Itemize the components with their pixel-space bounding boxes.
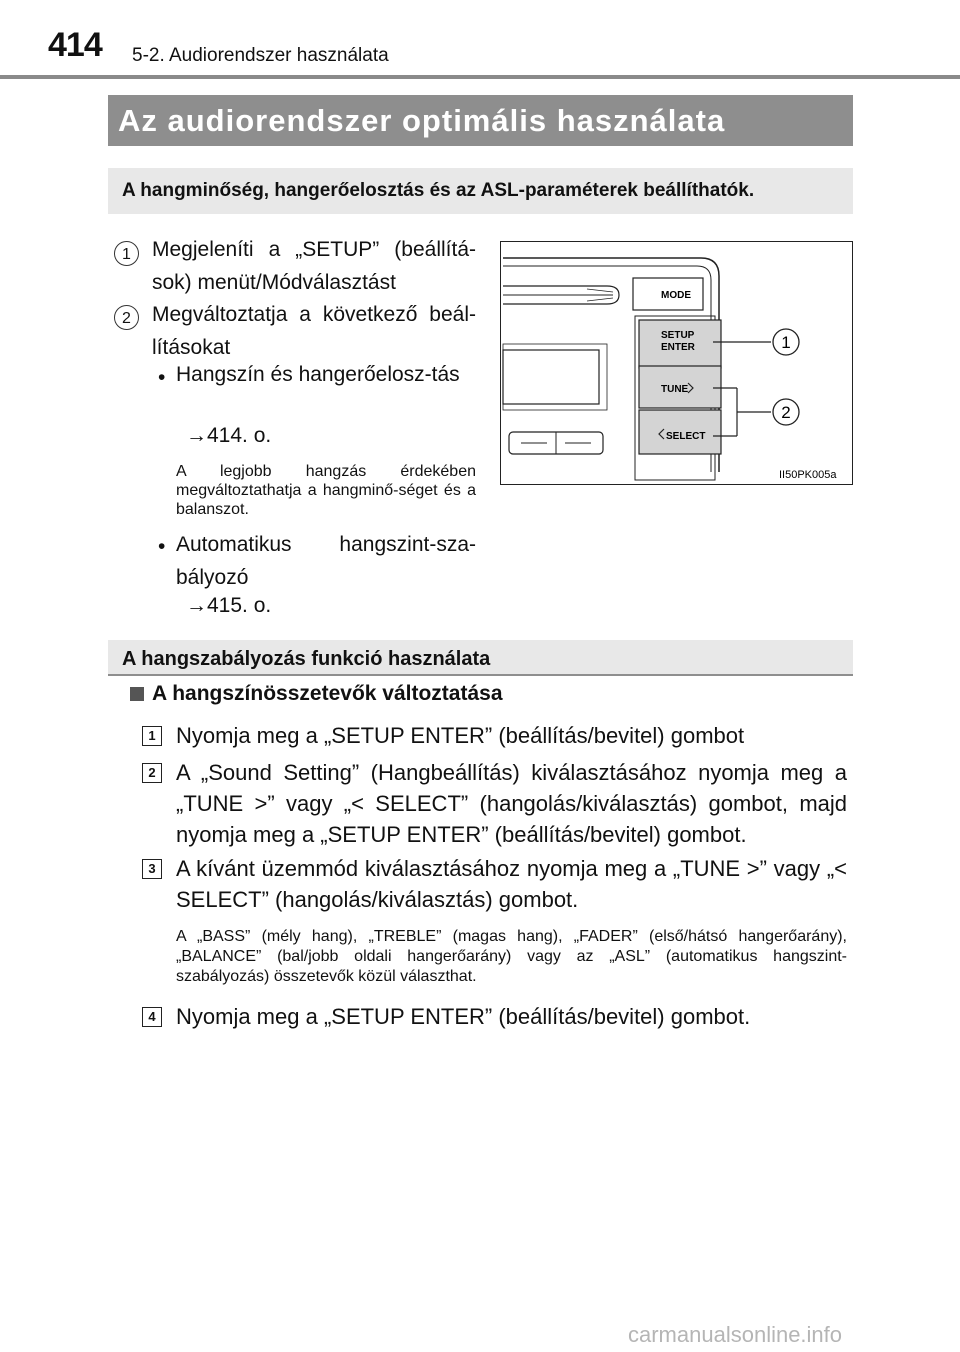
figure-code: II50PK005a: [779, 469, 837, 481]
step-number-2: 2: [142, 763, 162, 783]
sub-title: A hangszínösszetevők változtatása: [152, 682, 503, 705]
section-label: 5-2. Audiorendszer használata: [132, 45, 389, 66]
audio-panel-illustration: [501, 242, 851, 483]
item-number-2: 2: [114, 305, 139, 330]
step-number-4: 4: [142, 1007, 162, 1027]
item-number-1: 1: [114, 241, 139, 266]
step-number-3: 3: [142, 859, 162, 879]
setup-label: SETUP: [661, 330, 695, 341]
bullet-ref-1: →414. o.: [186, 424, 272, 447]
bullet-text-1: Hangszín és hangerőelosz-tás: [176, 363, 460, 386]
page-number: 414: [48, 26, 102, 64]
watermark: carmanualsonline.info: [628, 1322, 843, 1347]
step-text-2: A „Sound Setting” (Hangbeállítás) kiválasztásához nyomja meg a „TUNE >” vagy „< SELECT” (hangolás/kiválasztás) gombot, majd nyomja meg a „SETUP ENTER” (beállítás/bevitel) gombot.: [176, 760, 847, 847]
step-note-3: A „BASS” (mély hang), „TREBLE” (magas hang), „FADER” (első/hátsó hangerőarány), „BALANCE” (bal/jobb oldali hangerőarány) vagy az „ASL” (automatikus hangszint-szabályozás) összetevők közül választhat.: [176, 928, 847, 985]
step-text-4: Nyomja meg a „SETUP ENTER” (beállítás/bevitel) gombot.: [176, 1004, 751, 1029]
section-heading: A hangszabályozás funkció használata: [108, 640, 853, 676]
step-text-3: A kívánt üzemmód kiválasztásához nyomja meg a „TUNE >” vagy „< SELECT” (hangolás/kiválasztás) gombot.: [176, 856, 847, 912]
bullet-text-2: Automatikus hangszint-sza-bályozó: [176, 533, 476, 589]
bullet-ref-2: →415. o.: [186, 594, 272, 617]
bullet-note-1: A legjobb hangzás érdekében megváltoztathatja a hangminő-séget és a balanszot.: [176, 463, 476, 518]
item-text-1: Megjeleníti a „SETUP” (beállítá-sok) menüt/Módválasztást: [152, 238, 476, 294]
mode-label: MODE: [661, 290, 691, 301]
intro-box: A hangminőség, hangerőelosztás és az ASL-paraméterek beállíthatók.: [108, 168, 853, 214]
tune-label: TUNE: [661, 384, 689, 395]
enter-label: ENTER: [661, 342, 695, 353]
page-title: Az audiorendszer optimális használata: [108, 95, 853, 146]
bullet-dot-2: •: [158, 535, 166, 558]
audio-panel-figure: [500, 241, 853, 485]
select-label: SELECT: [666, 431, 706, 442]
step-text-1: Nyomja meg a „SETUP ENTER” (beállítás/bevitel) gombot: [176, 723, 745, 748]
step-number-1: 1: [142, 726, 162, 746]
callout-2: 2: [781, 403, 791, 422]
callout-1: 1: [781, 333, 791, 352]
item-text-2: Megváltoztatja a következő beál-lításokat: [152, 303, 476, 359]
bullet-dot-1: •: [158, 366, 166, 389]
square-bullet-icon: [130, 687, 144, 701]
header-rule: [0, 75, 960, 79]
